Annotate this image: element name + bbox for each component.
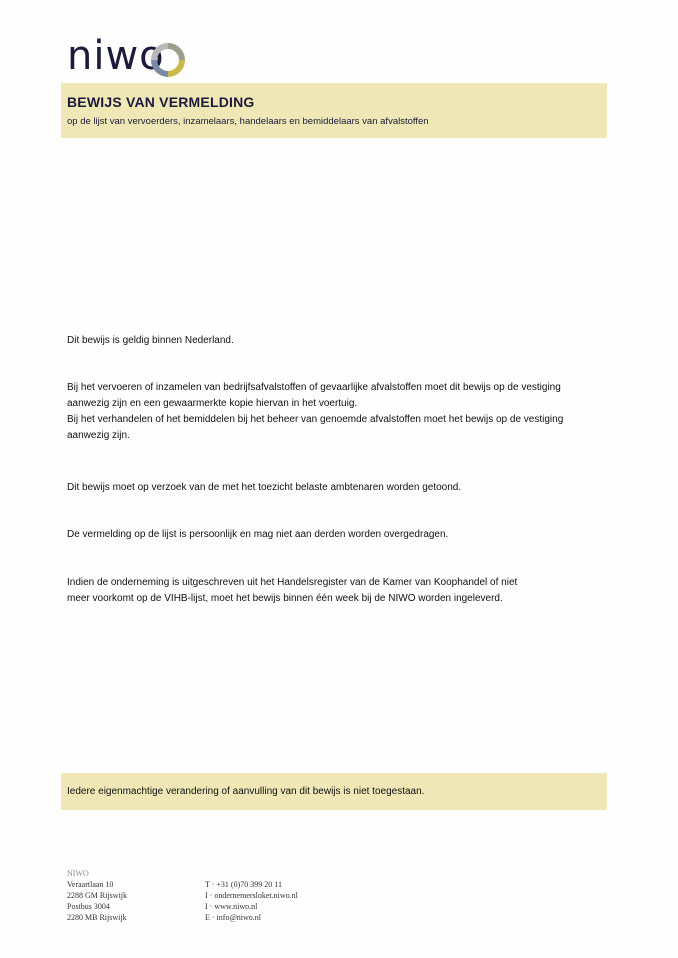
document-subtitle: op de lijst van vervoerders, inzamelaars, handelaars en bemiddelaars van afvalstoffen <box>67 116 429 127</box>
header-band <box>61 83 607 138</box>
footer-link[interactable]: I · www.niwo.nl <box>205 902 258 911</box>
footer-email[interactable]: E · info@niwo.nl <box>205 913 262 922</box>
paragraph-line: aanwezig zijn. <box>67 430 130 441</box>
footer-org: NIWO <box>67 869 89 878</box>
paragraph-validity: Dit bewijs is geldig binnen Nederland. <box>67 335 234 346</box>
paragraph-personal: De vermelding op de lijst is persoonlijk en mag niet aan derden worden overgedragen. <box>67 529 449 540</box>
paragraph-line: meer voorkomt op de VIHB-lijst, moet het bewijs binnen één week bij de NIWO worden ingeleverd. <box>67 593 503 604</box>
footer-link[interactable]: I · ondernemersloket.niwo.nl <box>205 891 298 900</box>
logo-text: niwo <box>67 33 165 79</box>
paragraph-line: Bij het verhandelen of het bemiddelen bij het beheer van genoemde afvalstoffen moet het bewijs op de vestiging <box>67 414 564 425</box>
notice-text: Iedere eigenmachtige verandering of aanvulling van dit bewijs is niet toegestaan. <box>67 786 425 797</box>
notice-band <box>61 773 607 810</box>
document-title: BEWIJS VAN VERMELDING <box>67 94 255 110</box>
paragraph-show-on-request: Dit bewijs moet op verzoek van de met het toezicht belaste ambtenaren worden getoond. <box>67 482 462 493</box>
footer-address-line: 2280 MB Rijswijk <box>67 913 127 922</box>
logo-ring-icon <box>151 43 185 77</box>
paragraph-line: Indien de onderneming is uitgeschreven uit het Handelsregister van de Kamer van Koophandel of niet <box>67 577 518 588</box>
footer-phone: T · +31 (0)70 399 20 11 <box>205 880 282 889</box>
footer-address-line: Veraartlaan 10 <box>67 880 114 889</box>
footer-address-line: 2288 GM Rijswijk <box>67 891 128 900</box>
footer-address-line: Postbus 3004 <box>67 902 110 911</box>
paragraph-deregistration <box>67 575 517 607</box>
paragraph-line: Bij het vervoeren of inzamelen van bedrijfsafvalstoffen of gevaarlijke afvalstoffen moet dit bewijs op de vestiging <box>67 382 561 393</box>
footer-contacts <box>205 879 298 923</box>
paragraph-line: aanwezig zijn en een gewaarmerkte kopie hiervan in het voertuig. <box>67 398 358 409</box>
footer-address <box>67 868 127 923</box>
paragraph-presence <box>67 380 563 444</box>
